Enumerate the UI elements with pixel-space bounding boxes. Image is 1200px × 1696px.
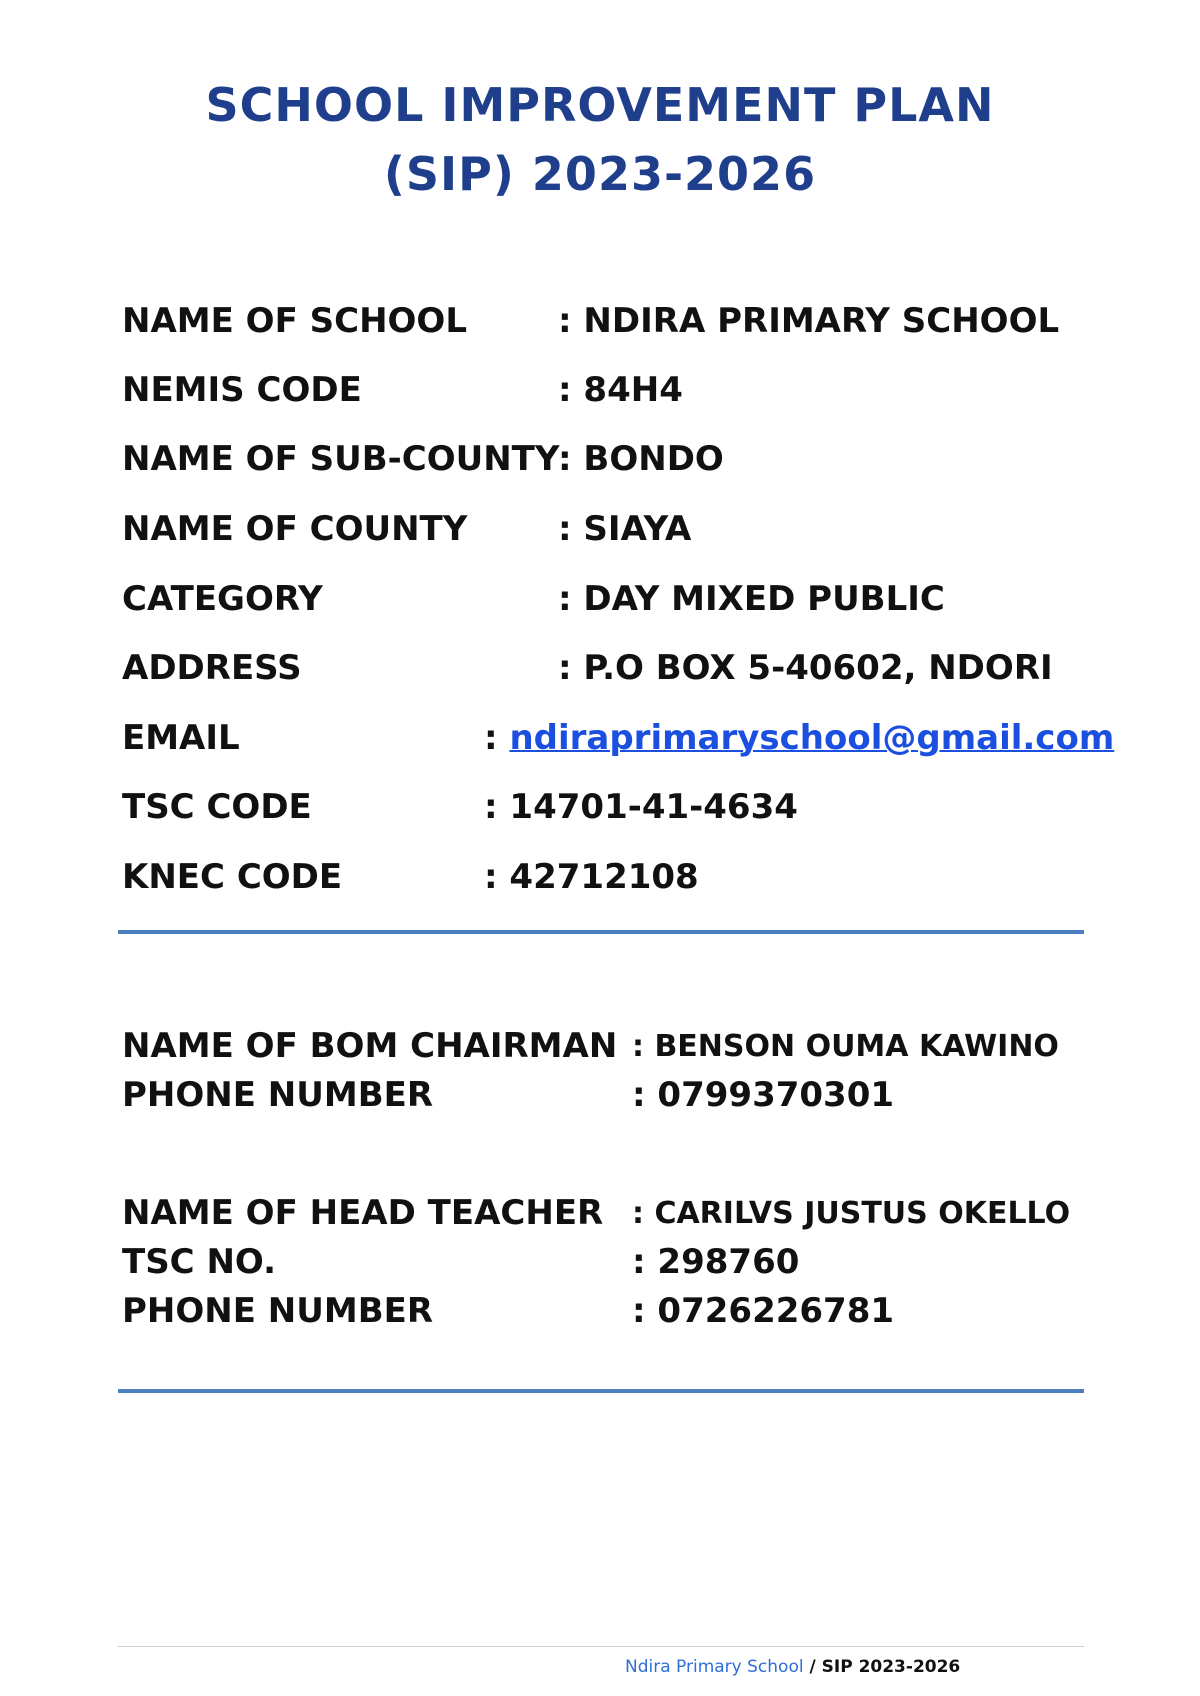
info-value: : 42712108 [484, 857, 699, 897]
info-label: CATEGORY [122, 579, 323, 619]
email-colon: : [484, 718, 510, 758]
info-label: EMAIL [122, 718, 240, 758]
footer-divider [118, 1646, 1084, 1647]
info-value: : 84H4 [558, 370, 683, 410]
info-value: : DAY MIXED PUBLIC [558, 579, 945, 619]
info-label: NAME OF SUB-COUNTY [122, 439, 560, 479]
info-label: TSC CODE [122, 787, 312, 827]
info-value: : 14701-41-4634 [484, 787, 798, 827]
info-label: NAME OF BOM CHAIRMAN [122, 1026, 618, 1066]
info-value: : NDIRA PRIMARY SCHOOL [558, 301, 1060, 341]
footer-school-name: Ndira Primary School [625, 1657, 804, 1677]
info-value: : 0799370301 [632, 1075, 895, 1115]
section-divider [118, 930, 1084, 934]
info-label: ADDRESS [122, 648, 302, 688]
info-value: : SIAYA [558, 509, 692, 549]
info-label: NAME OF HEAD TEACHER [122, 1193, 604, 1233]
info-value: : BENSON OUMA KAWINO [632, 1029, 1059, 1064]
page-title-line-2: (SIP) 2023-2026 [383, 147, 817, 201]
footer-sip-label: SIP 2023-2026 [821, 1657, 961, 1677]
info-value: : BONDO [558, 439, 724, 479]
info-label: KNEC CODE [122, 857, 343, 897]
info-label: PHONE NUMBER [122, 1075, 434, 1115]
info-value: : 0726226781 [632, 1291, 895, 1331]
info-value: : CARILVS JUSTUS OKELLO [632, 1196, 1071, 1231]
info-value: : 298760 [632, 1242, 800, 1282]
info-label: PHONE NUMBER [122, 1291, 434, 1331]
info-value: : P.O BOX 5-40602, NDORI [558, 648, 1053, 688]
email-link[interactable]: ndiraprimaryschool@gmail.com [509, 718, 1115, 758]
info-label: TSC NO. [122, 1242, 276, 1282]
info-label: NAME OF COUNTY [122, 509, 468, 549]
info-label: NAME OF SCHOOL [122, 301, 467, 341]
page-title-line-1: SCHOOL IMPROVEMENT PLAN [205, 78, 995, 132]
section-divider [118, 1389, 1084, 1393]
page-footer [625, 1657, 960, 1677]
footer-separator: / [803, 1657, 822, 1677]
info-label: NEMIS CODE [122, 370, 362, 410]
